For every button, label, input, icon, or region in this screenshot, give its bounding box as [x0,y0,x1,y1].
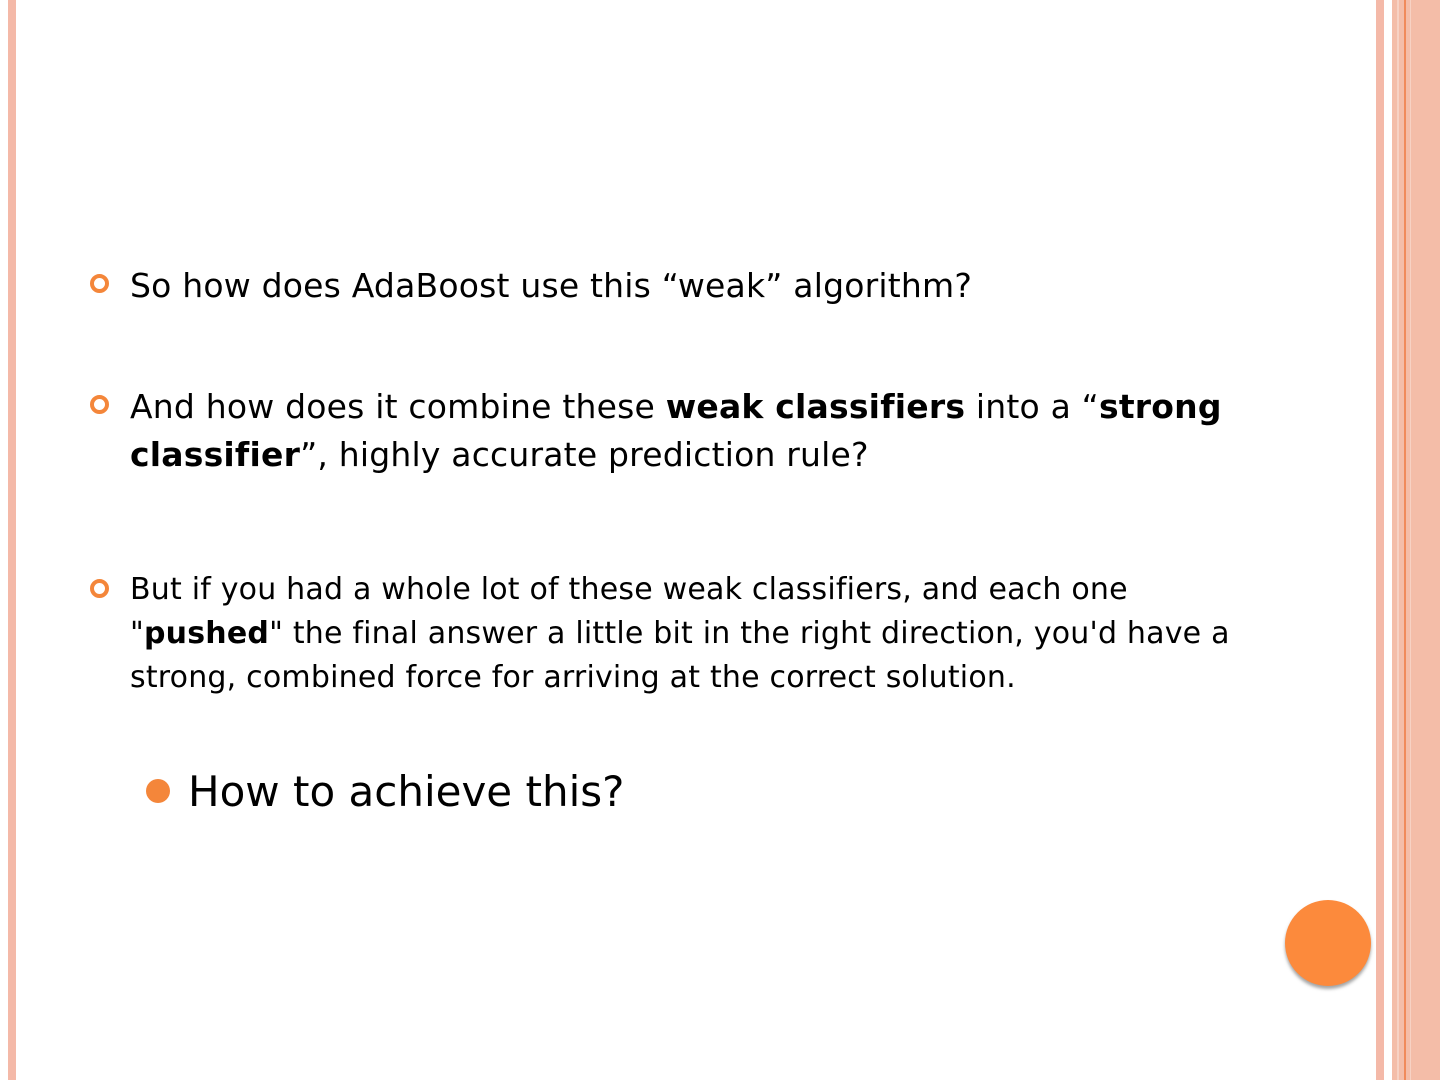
bullet-item [130,568,1240,700]
bullet-text-segment: " the final answer a little bit in the right direction, you'd have a strong, combined force for arriving at the correct solution. [130,616,1230,695]
right-decorative-line [1410,0,1411,1080]
bullet-text-segment: into a “ [965,387,1099,426]
ring-bullet-icon [90,274,109,293]
orange-circle-nav-icon[interactable] [1285,900,1371,986]
ring-bullet-icon [90,395,109,414]
bullet-item [130,262,1240,310]
right-decorative-line [1404,0,1406,1080]
bullet-text-segment: And how does it combine these [130,387,666,426]
bullet-bold-term: weak classifiers [665,387,966,426]
bullet-bold-term: strong classifier [130,387,1222,474]
right-decorative-stripe [1376,0,1384,1080]
sub-bullet-item [188,766,1088,818]
bullet-text-segment: But if you had a whole lot of these weak classifiers, and each one " [130,572,1128,651]
bullet-text [130,262,1240,310]
ring-bullet-icon [90,579,109,598]
bullet-item [130,383,1240,479]
left-decorative-stripe [8,0,16,1080]
bullet-text [130,383,1240,479]
bullet-bold-term: pushed [144,616,270,651]
right-decorative-panel [1392,0,1440,1080]
bullet-text-segment: ”, highly accurate prediction rule? [300,435,869,474]
bullet-text [130,568,1240,700]
bullet-text-segment: So how does AdaBoost use this “weak” algorithm? [130,266,973,305]
right-decorative-line [1397,0,1399,1080]
filled-dot-bullet-icon [146,779,170,803]
sub-bullet-text: How to achieve this? [188,767,625,816]
